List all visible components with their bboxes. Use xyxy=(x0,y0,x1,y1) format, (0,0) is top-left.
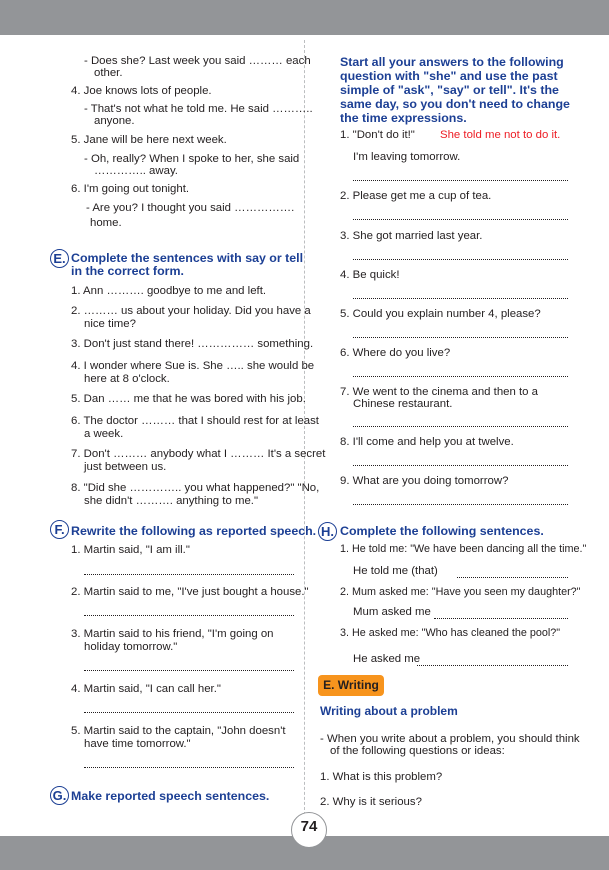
answer-line[interactable] xyxy=(84,712,294,713)
list-item: Mum asked me xyxy=(353,606,431,618)
answer-line[interactable] xyxy=(84,767,294,768)
list-item: 8. I'll come and help you at twelve. xyxy=(340,436,514,448)
list-item: 1. Ann ………. goodbye to me and left. xyxy=(71,285,267,297)
list-item: 5. Martin said to the captain, "John doesn't xyxy=(71,725,286,737)
list-item: 7. Don't ……… anybody what I ……… It's a secret xyxy=(71,448,326,460)
answer-line[interactable] xyxy=(353,465,568,466)
list-item: 3. He asked me: "Who has cleaned the pool?" xyxy=(340,627,561,639)
list-item: - Oh, really? When I spoke to her, she said xyxy=(84,153,300,165)
list-item: 6. Where do you live? xyxy=(340,347,451,359)
list-item: - Does she? Last week you said ……… each xyxy=(84,55,311,67)
section-g-title: Make reported speech sentences. xyxy=(71,789,270,803)
answer-line[interactable] xyxy=(353,504,568,505)
list-item: 4. Joe knows lots of people. xyxy=(71,85,212,97)
section-h-badge: H. xyxy=(318,522,337,541)
answer-line[interactable] xyxy=(353,376,568,377)
list-item: just between us. xyxy=(84,461,167,473)
answer-line[interactable] xyxy=(84,574,294,575)
instructions: the time expressions. xyxy=(340,111,467,125)
list-item: she didn't ………. anything to me." xyxy=(84,495,258,507)
example-question: 1. "Don't do it!" xyxy=(340,129,415,141)
answer-line[interactable] xyxy=(84,615,294,616)
list-item: 2. Please get me a cup of tea. xyxy=(340,190,492,202)
list-item: 5. Dan …… me that he was bored with his job. xyxy=(71,393,306,405)
list-item: Chinese restaurant. xyxy=(353,398,453,410)
example-answer: She told me not to do it. xyxy=(440,129,561,141)
list-item: 8. "Did she ………….. you what happened?" "No, xyxy=(71,482,320,494)
list-item: here at 8 o'clock. xyxy=(84,373,170,385)
list-item: I'm leaving tomorrow. xyxy=(353,151,461,163)
list-item: 5. Could you explain number 4, please? xyxy=(340,308,541,320)
list-item: He asked me xyxy=(353,653,421,665)
answer-line[interactable] xyxy=(353,337,568,338)
page-number: 74 xyxy=(300,818,318,835)
instructions: simple of "ask", "say" or tell". It's the xyxy=(340,83,559,97)
writing-badge: E. Writing xyxy=(318,675,384,696)
list-item: 7. We went to the cinema and then to a xyxy=(340,386,538,398)
list-item: nice time? xyxy=(84,318,136,330)
section-f-badge: F. xyxy=(50,520,69,539)
list-item: anyone. xyxy=(94,115,135,127)
section-f-title: Rewrite the following as reported speech. xyxy=(71,524,317,538)
answer-line[interactable] xyxy=(417,665,568,666)
list-item: 4. I wonder where Sue is. She ….. she would be xyxy=(71,360,315,372)
list-item: a week. xyxy=(84,428,124,440)
answer-line[interactable] xyxy=(353,180,568,181)
list-item: - That's not what he told me. He said ……….. xyxy=(84,103,313,115)
section-e-title: Complete the sentences with say or tell xyxy=(71,251,304,265)
answer-line[interactable] xyxy=(353,426,568,427)
answer-line[interactable] xyxy=(353,219,568,220)
answer-line[interactable] xyxy=(353,298,568,299)
list-item: other. xyxy=(94,67,123,79)
list-item: 6. The doctor ……… that I should rest for at least xyxy=(71,415,319,427)
list-item: 4. Martin said, "I can call her." xyxy=(71,683,221,695)
section-g-badge: G. xyxy=(50,786,69,805)
list-item: ………….. away. xyxy=(94,165,178,177)
list-item: holiday tomorrow." xyxy=(84,641,178,653)
list-item: home. xyxy=(90,217,122,229)
list-item: 4. Be quick! xyxy=(340,269,400,281)
instructions: same day, so you don't need to change xyxy=(340,97,570,111)
list-item: 1. What is this problem? xyxy=(320,771,443,783)
section-e-title: in the correct form. xyxy=(71,264,184,278)
list-item: He told me (that) xyxy=(353,565,438,577)
list-item: 2. ……… us about your holiday. Did you have a xyxy=(71,305,311,317)
answer-line[interactable] xyxy=(84,670,294,671)
answer-line[interactable] xyxy=(434,618,568,619)
writing-intro: - When you write about a problem, you should think xyxy=(320,733,580,745)
answer-line[interactable] xyxy=(353,259,568,260)
writing-intro: of the following questions or ideas: xyxy=(330,745,505,757)
writing-subtitle: Writing about a problem xyxy=(320,704,458,718)
list-item: 3. Don't just stand there! …………… something. xyxy=(71,338,314,350)
instructions: question with "she" and use the past xyxy=(340,69,558,83)
list-item: 2. Mum asked me: "Have you seen my daughter?" xyxy=(340,586,581,598)
list-item: - Are you? I thought you said ……………. xyxy=(86,202,295,214)
list-item: 1. He told me: "We have been dancing all the time." xyxy=(340,543,587,555)
list-item: have time tomorrow." xyxy=(84,738,191,750)
list-item: 2. Martin said to me, "I've just bought a house." xyxy=(71,586,309,598)
list-item: 5. Jane will be here next week. xyxy=(71,134,227,146)
instructions: Start all your answers to the following xyxy=(340,55,564,69)
list-item: 2. Why is it serious? xyxy=(320,796,422,808)
list-item: 9. What are you doing tomorrow? xyxy=(340,475,509,487)
list-item: 1. Martin said, "I am ill." xyxy=(71,544,190,556)
list-item: 3. She got married last year. xyxy=(340,230,483,242)
list-item: 3. Martin said to his friend, "I'm going on xyxy=(71,628,274,640)
section-e-badge: E. xyxy=(50,249,69,268)
section-h-title: Complete the following sentences. xyxy=(340,524,544,538)
answer-line[interactable] xyxy=(457,577,568,578)
list-item: 6. I'm going out tonight. xyxy=(71,183,190,195)
